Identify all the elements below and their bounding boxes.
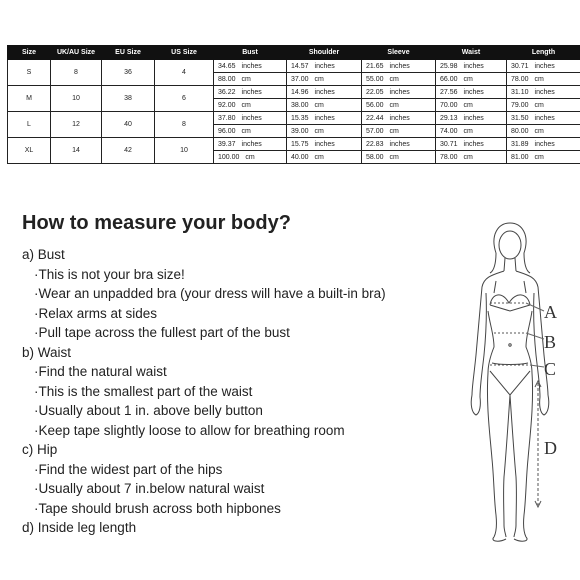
col-header: Bust xyxy=(214,46,287,60)
instruction-item: ·Find the widest part of the hips xyxy=(34,461,223,477)
measure-unit: cm xyxy=(463,101,473,109)
measure-value: 57.00 xyxy=(366,127,384,135)
section-heading: b) Waist xyxy=(22,344,72,360)
size-cell-size: M xyxy=(8,86,51,112)
measure-unit: inches xyxy=(241,62,262,70)
instruction-item: ·Pull tape across the fullest part of the bust xyxy=(34,325,290,340)
measure-unit: inches xyxy=(463,62,484,70)
size-cell-size: L xyxy=(8,112,51,138)
measure-unit: cm xyxy=(314,127,324,135)
measure-unit: inches xyxy=(389,88,410,96)
label-b: B xyxy=(544,332,557,352)
col-header: Waist xyxy=(436,46,507,60)
col-header: Length xyxy=(507,46,580,60)
sleeve-inches-cell xyxy=(362,86,436,99)
instruction-item: ·Usually about 7 in.below natural waist xyxy=(34,481,265,496)
sleeve-inches-cell xyxy=(362,138,436,151)
measure-unit: inches xyxy=(463,140,484,148)
measure-value: 14.96 xyxy=(291,88,309,96)
section-heading: c) Hip xyxy=(22,442,58,457)
measure-value: 14.57 xyxy=(291,62,309,70)
waist-inches-cell xyxy=(436,138,507,151)
measure-value: 78.00 xyxy=(440,153,458,161)
measure-value: 37.80 xyxy=(218,114,236,122)
measure-value: 31.50 xyxy=(511,114,529,122)
bust-inches-cell xyxy=(214,60,287,73)
shoulder-inches-cell xyxy=(287,86,362,99)
measure-value: 22.44 xyxy=(366,114,384,122)
measure-value: 79.00 xyxy=(511,101,529,109)
bust-inches-cell xyxy=(214,112,287,125)
col-header: US Size xyxy=(155,46,214,60)
measure-value: 29.13 xyxy=(440,114,458,122)
length-inches-cell xyxy=(507,112,580,125)
measure-unit: inches xyxy=(389,140,410,148)
length-inches-cell xyxy=(507,60,580,73)
measure-unit: cm xyxy=(389,127,399,135)
measurement-instructions xyxy=(22,245,462,538)
waist-cm-cell xyxy=(436,99,507,112)
measure-unit: inches xyxy=(389,62,410,70)
measure-unit: inches xyxy=(314,62,335,70)
sleeve-cm-cell xyxy=(362,151,436,164)
size-cell-us: 4 xyxy=(155,60,214,86)
waist-cm-cell xyxy=(436,73,507,86)
shoulder-inches-cell xyxy=(287,112,362,125)
size-cell-eu: 36 xyxy=(102,60,155,86)
col-header: Sleeve xyxy=(362,46,436,60)
section-heading: d) Inside leg length xyxy=(22,520,137,535)
size-cell-eu: 42 xyxy=(102,138,155,164)
measure-value: 39.00 xyxy=(291,127,309,135)
measure-unit: cm xyxy=(241,127,251,135)
measure-value: 39.37 xyxy=(218,140,236,148)
instruction-item: ·Tape should brush across both hipbones xyxy=(34,500,281,516)
sleeve-cm-cell xyxy=(362,99,436,112)
measure-unit: inches xyxy=(314,88,335,96)
size-cell-uk: 10 xyxy=(51,86,102,112)
measure-value: 25.98 xyxy=(440,62,458,70)
shoulder-inches-cell xyxy=(287,138,362,151)
measure-value: 31.10 xyxy=(511,88,529,96)
label-c: C xyxy=(544,359,557,379)
size-cell-size: XL xyxy=(8,138,51,164)
waist-inches-cell xyxy=(436,60,507,73)
bust-cm-cell xyxy=(214,99,287,112)
length-cm-cell xyxy=(507,73,580,86)
sleeve-inches-cell xyxy=(362,112,436,125)
measure-value: 27.56 xyxy=(440,88,458,96)
measure-value: 30.71 xyxy=(511,62,529,70)
measure-unit: cm xyxy=(463,153,473,161)
measure-value: 30.71 xyxy=(440,140,458,148)
measure-unit: inches xyxy=(534,88,555,96)
measure-unit: cm xyxy=(534,101,544,109)
measure-unit: cm xyxy=(314,153,324,161)
measure-unit: cm xyxy=(241,75,251,83)
measure-value: 81.00 xyxy=(511,153,529,161)
measure-unit: inches xyxy=(389,114,410,122)
measure-value: 40.00 xyxy=(291,153,309,161)
length-inches-cell xyxy=(507,86,580,99)
measure-value: 74.00 xyxy=(440,127,458,135)
measure-unit: inches xyxy=(463,114,484,122)
measure-value: 34.65 xyxy=(218,62,236,70)
measure-unit: inches xyxy=(241,140,262,148)
measure-unit: cm xyxy=(245,153,255,161)
instruction-item: ·This is not your bra size! xyxy=(34,266,185,282)
measurement-labels xyxy=(460,215,580,545)
size-cell-uk: 14 xyxy=(51,138,102,164)
body-measurement-figure xyxy=(460,215,580,545)
length-cm-cell xyxy=(507,99,580,112)
bust-cm-cell xyxy=(214,151,287,164)
size-cell-uk: 12 xyxy=(51,112,102,138)
shoulder-cm-cell xyxy=(287,73,362,86)
measure-value: 92.00 xyxy=(218,101,236,109)
measure-value: 78.00 xyxy=(511,75,529,83)
label-a: A xyxy=(544,302,557,322)
measure-unit: inches xyxy=(241,88,262,96)
section-heading: a) Bust xyxy=(22,247,65,262)
measure-unit: inches xyxy=(534,140,555,148)
measure-value: 70.00 xyxy=(440,101,458,109)
measure-unit: cm xyxy=(314,101,324,109)
measure-unit: inches xyxy=(241,114,262,122)
col-header: UK/AU Size xyxy=(51,46,102,60)
size-cell-uk: 8 xyxy=(51,60,102,86)
measure-unit: cm xyxy=(314,75,324,83)
measure-value: 56.00 xyxy=(366,101,384,109)
length-cm-cell xyxy=(507,151,580,164)
measure-unit: cm xyxy=(241,101,251,109)
measure-unit: cm xyxy=(534,153,544,161)
shoulder-cm-cell xyxy=(287,99,362,112)
instruction-item: ·Find the natural waist xyxy=(34,364,167,379)
instruction-item: ·Usually about 1 in. above belly button xyxy=(34,403,263,418)
measure-value: 22.05 xyxy=(366,88,384,96)
size-cell-eu: 38 xyxy=(102,86,155,112)
size-row xyxy=(8,86,580,99)
measure-value: 15.75 xyxy=(291,140,309,148)
shoulder-inches-cell xyxy=(287,60,362,73)
waist-cm-cell xyxy=(436,151,507,164)
measure-guide-title: How to measure your body? xyxy=(22,212,291,234)
measure-value: 58.00 xyxy=(366,153,384,161)
measure-value: 36.22 xyxy=(218,88,236,96)
size-table-header-row xyxy=(8,46,580,60)
bust-inches-cell xyxy=(214,138,287,151)
size-row xyxy=(8,60,580,73)
instruction-item: ·Keep tape slightly loose to allow for breathing room xyxy=(34,422,345,438)
col-header: Size xyxy=(8,46,51,60)
bust-inches-cell xyxy=(214,86,287,99)
sleeve-cm-cell xyxy=(362,73,436,86)
measure-value: 55.00 xyxy=(366,75,384,83)
sleeve-inches-cell xyxy=(362,60,436,73)
measure-value: 96.00 xyxy=(218,127,236,135)
measure-value: 31.89 xyxy=(511,140,529,148)
size-chart-table xyxy=(7,45,580,164)
shoulder-cm-cell xyxy=(287,151,362,164)
bust-cm-cell xyxy=(214,73,287,86)
measure-unit: cm xyxy=(389,75,399,83)
size-cell-size: S xyxy=(8,60,51,86)
length-inches-cell xyxy=(507,138,580,151)
measure-value: 38.00 xyxy=(291,101,309,109)
waist-inches-cell xyxy=(436,112,507,125)
size-row xyxy=(8,138,580,151)
measure-unit: inches xyxy=(534,62,555,70)
bust-cm-cell xyxy=(214,125,287,138)
measure-value: 80.00 xyxy=(511,127,529,135)
instruction-item: ·Relax arms at sides xyxy=(34,305,158,321)
measure-unit: inches xyxy=(314,140,335,148)
waist-inches-cell xyxy=(436,86,507,99)
measure-value: 15.35 xyxy=(291,114,309,122)
measure-value: 21.65 xyxy=(366,62,384,70)
measure-unit: cm xyxy=(389,153,399,161)
measure-unit: cm xyxy=(463,127,473,135)
size-table-body xyxy=(8,60,580,164)
measure-value: 37.00 xyxy=(291,75,309,83)
measure-value: 100.00 xyxy=(218,153,240,161)
measure-value: 88.00 xyxy=(218,75,236,83)
instruction-item: ·This is the smallest part of the waist xyxy=(34,383,253,399)
measure-value: 22.83 xyxy=(366,140,384,148)
size-row xyxy=(8,112,580,125)
waist-cm-cell xyxy=(436,125,507,138)
measure-unit: cm xyxy=(389,101,399,109)
measure-unit: cm xyxy=(534,75,544,83)
size-cell-eu: 40 xyxy=(102,112,155,138)
length-cm-cell xyxy=(507,125,580,138)
col-header: EU Size xyxy=(102,46,155,60)
size-cell-us: 8 xyxy=(155,112,214,138)
label-d: D xyxy=(544,438,557,458)
sleeve-cm-cell xyxy=(362,125,436,138)
measure-unit: inches xyxy=(534,114,555,122)
measure-unit: inches xyxy=(463,88,484,96)
measure-unit: cm xyxy=(463,75,473,83)
size-cell-us: 6 xyxy=(155,86,214,112)
instruction-item: ·Wear an unpadded bra (your dress will have a built-in bra) xyxy=(34,286,386,301)
shoulder-cm-cell xyxy=(287,125,362,138)
measure-unit: inches xyxy=(314,114,335,122)
measure-unit: cm xyxy=(534,127,544,135)
size-cell-us: 10 xyxy=(155,138,214,164)
col-header: Shoulder xyxy=(287,46,362,60)
measure-value: 66.00 xyxy=(440,75,458,83)
